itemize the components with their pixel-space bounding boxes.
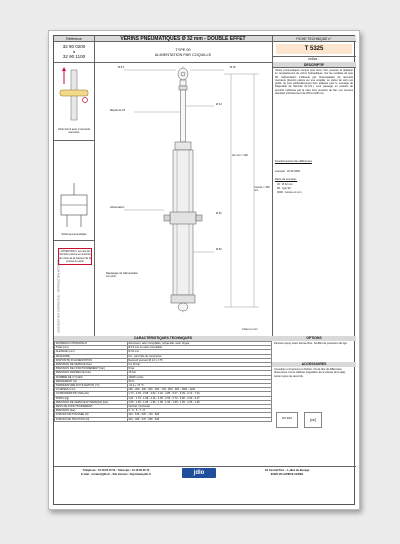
spec-value: 310 - 390 - 470 - 545 - 620 [127, 417, 271, 421]
spec-label: PRESSION D'ÉPREUVE (bar) [55, 371, 128, 375]
spec-value: -10 à + 70 °C [127, 384, 271, 388]
rod-eye [178, 68, 188, 80]
spec-value: 1.73 - 2.35 - 2.98 - 3.60 - 4.22 - 4.85 - 5.47 - 6.09 - 6.72 - 7.34 [127, 392, 271, 396]
vertical-legal-note: DOCUMENT NON CONTRACTUEL - REPRODUCTION INTERDITE [57, 259, 61, 333]
spec-value: 4 - 5 - 6 - 7 - 8 [127, 409, 271, 413]
footer-email: E-mail : contact@jdlo.fr - Site internet : http://www.jdlo.fr [81, 473, 151, 476]
spec-label: ALÉSAGE (mm) [55, 350, 128, 354]
view2-caption: Schéma pneumatique [61, 233, 87, 236]
description-text: Vérins pneumatiques conçus pour lever, tirer, pousser et déplacer en remplacement de vérins hydrauliques. Sur les modèles de type 90, l'alimentation s'effectue par l'intermédiaire de raccords tournants (fournis) placés sur une coquille. Le piston de vérin est guidé. Ils sont particulièrement bien adaptés pour le montage de Dispositifs de Sécurité (D.A.S.). Leur passage en position de sécurité s'effectue par la mise hors pression de l'air. Les courses standard s'échelonnent de 200 à 1100 mm. [275, 69, 353, 96]
left-fitting [164, 215, 170, 221]
spec-label: TEMPÉRATURE D'UTILISATION (°C) [55, 384, 128, 388]
spec-value: Ø 13 mm en acier inoxydable [127, 346, 271, 350]
sheet-label: FICHE TECHNIQUE n° [296, 36, 332, 41]
hex-flat [179, 86, 187, 90]
accessories-title: ACCESSOIRES [301, 362, 327, 367]
spec-label: POIDS (kg) [55, 396, 128, 400]
spec-value: 15 bar [127, 371, 271, 375]
spec-value: Raccord tournant M 12 x 1.75 [127, 358, 271, 362]
company-logo: jdlo [182, 468, 216, 478]
spec-value: 3 à 10 bar [127, 363, 271, 367]
cylinder-technical-drawing [94, 62, 272, 332]
datasheet-page [48, 30, 360, 510]
dim-ac: AC min = 136 [232, 154, 248, 157]
spec-label: PRESSION DE FONCTIONNEMENT (bar) [55, 367, 128, 371]
spec-value: Vertical, horizontal [127, 405, 271, 409]
dim-rod: Ø 13 [216, 103, 222, 106]
attention-note: • ATTENTION • La cote AC doit être prévue en fonction du choix de la hauteur de la course du vérin [58, 248, 92, 265]
spec-value: 1.95 - 1.95 - 1.95 - 1.95 - 1.95 - 1.95 - 1.95 - 1.95 - 1.95 - 1.95 [127, 400, 271, 404]
reference-from: 32 90 0200 [62, 44, 86, 49]
spec-label: PRESSION DE SERVICE DYNAMIQUE (bar) [55, 400, 128, 404]
example-text: exemple : 32 90 0200 [275, 170, 300, 173]
feed-type: ALIMENTATION PAR COQUILLE [154, 52, 212, 57]
spec-label: MÂCHOIRE [55, 354, 128, 358]
spec-label: CONSOMMATION (Nl/cycle) [55, 392, 128, 396]
spec-label: SENS DE FONCTIONNEMENT [55, 405, 128, 409]
spec-label: NOMBRE DE CYCLES [55, 375, 128, 379]
product-type: TYPE 90 [175, 48, 191, 52]
ce-mark-logo: [ce] [304, 412, 322, 428]
dim-bottom: Ø 63 [216, 248, 222, 251]
spec-value: G1 - par bride de compresse [127, 354, 271, 358]
label-repiquage: Repiquage de l'alimentation sur vérin [106, 272, 138, 279]
feed-shell [170, 212, 196, 224]
cylinder-mount-illustration [56, 66, 92, 126]
options-subtitle: Fonctionnement des différences [275, 160, 312, 163]
footer-address-2: 93420 VILLEPINTE CEDEX [270, 473, 304, 476]
page-frame [53, 35, 355, 505]
index-label: indice - [308, 57, 320, 61]
spec-value: Aluminium, acier inoxydable, polyamide, acier zingué [127, 342, 271, 346]
spec-label: FORCES DE TRACTION (N) [55, 417, 128, 421]
example-list-title: Dans cet exemple : [275, 178, 298, 181]
spec-label: DISPOSITIF D'ALIMENTATION [55, 358, 128, 362]
mounting-collar [60, 90, 88, 96]
example-item-3: 0200 : course en mm [277, 191, 302, 194]
right-fitting [196, 215, 202, 221]
spec-value: Ø 32 mm [127, 350, 271, 354]
reference-to: 32 90 1100 [62, 54, 86, 59]
iso-logo: ISO 9001 [276, 412, 298, 428]
spec-label: COURSES (mm) [55, 388, 128, 392]
spec-value: 410 - 515 - 620 - 720 - 820 [127, 413, 271, 417]
footer-phone: Téléphone : 01 48 60 15 53 - Télécopie : 01 48 60 26 70 [82, 469, 150, 472]
specs-table [54, 341, 272, 422]
specs-title: CARACTÉRISTIQUES TECHNIQUES [133, 336, 193, 341]
options-text: Peinture époxy selon teintes RAL. Soufflet de protection de tige. [274, 342, 348, 345]
example-item-2: 90 : type 90 [277, 187, 291, 190]
spec-label: TIGE (mm) [55, 346, 128, 350]
spec-label: PRESSION (bar) [55, 409, 128, 413]
accessories-text: Consultez et imprimez-en Fichier. Vis de tête de différentes dimensions. Fente calibrée (régulation de la vitesse de la tige). Autres types de raccords. [274, 368, 346, 378]
spec-value: 6 bar [127, 367, 271, 371]
spec-label: RENDEMENT (%) [55, 379, 128, 383]
spec-label: FORCES DE POUSSÉE (N) [55, 413, 128, 417]
example-item-1: 32 : Ø 32 mm [277, 183, 293, 186]
piston-rod [181, 90, 186, 142]
view1-caption: Vérin fourni avec 2 raccords tournants [57, 128, 91, 135]
units-note: Cotes en mm [242, 328, 258, 331]
page-title: VÉRINS PNEUMATIQUES Ø 32 mm - DOUBLE EFFET [120, 35, 246, 42]
bottom-cap [171, 295, 195, 303]
spec-value: 200 - 300 - 400 - 500 - 600 - 700 - 800 - 900 - 1000 - 1100 [127, 388, 271, 392]
rotary-fitting-icon [83, 98, 88, 103]
description-title: DESCRIPTIF [303, 62, 325, 67]
arrow-head-icon [62, 67, 66, 71]
spec-label: MATÉRIAUX PRINCIPAUX [55, 342, 128, 346]
spec-value: 90 % [127, 379, 271, 383]
label-feed: Alimentation [110, 206, 125, 209]
footer-address-1: ZA Central Parc - 1, allée du Bocage [264, 469, 310, 472]
spec-row [55, 417, 272, 421]
dim-course: Course = 150 mm [254, 186, 270, 193]
reference-separator: à [72, 49, 76, 54]
rod-head [175, 142, 191, 150]
spec-value: 1.61 - 1.79 - 1.98 - 2.16 - 2.35 - 2.53 - 2.72 - 2.90 - 3.09 - 3.27 [127, 396, 271, 400]
sheet-number: T 5325 [276, 44, 352, 54]
dim-hex: Méplat de 15 [110, 109, 125, 112]
options-title: OPTIONS [306, 336, 322, 341]
dim-body: Ø 40 [216, 212, 222, 215]
bottom-eye [178, 303, 188, 311]
dim-eye-outer: Ø 16 [230, 66, 236, 69]
dim-eye: Ø 8.1 [118, 66, 125, 69]
reference-label: Référence [66, 36, 82, 41]
spec-value: 10000 cycles [127, 375, 271, 379]
spec-label: PRESSION DE SERVICE (bar) [55, 363, 128, 367]
pneumatic-schema-illustration [57, 181, 91, 231]
